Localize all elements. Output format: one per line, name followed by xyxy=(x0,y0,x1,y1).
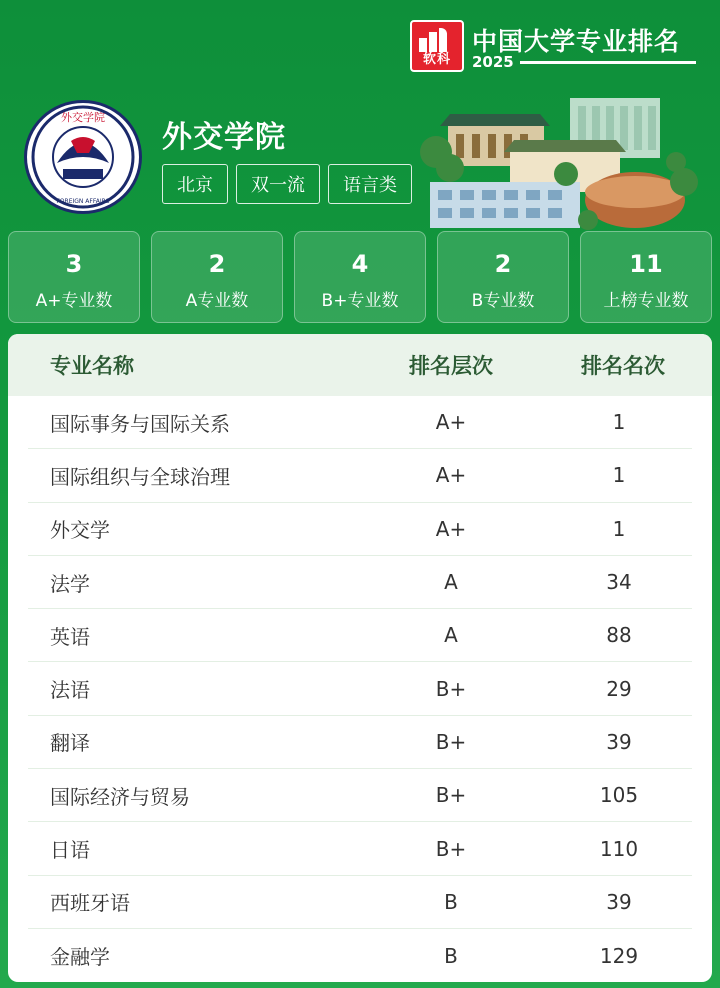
brand-year: 2025 xyxy=(472,53,514,71)
major-tier: B+ xyxy=(435,676,467,701)
major-ranking-table xyxy=(8,334,712,982)
major-name: 金融学 xyxy=(50,945,110,970)
stat-label: B专业数 xyxy=(471,291,535,311)
table-row xyxy=(28,449,692,502)
major-name: 英语 xyxy=(50,624,90,649)
university-tags xyxy=(162,164,412,204)
major-tier: A+ xyxy=(435,410,467,435)
table-row xyxy=(28,716,692,769)
major-name: 国际组织与全球治理 xyxy=(50,464,230,489)
table-row xyxy=(28,662,692,715)
brand-badge xyxy=(410,20,700,72)
tag-category: 语言类 xyxy=(328,164,412,204)
major-name: 国际经济与贸易 xyxy=(50,784,190,809)
stat-label: 上榜专业数 xyxy=(603,291,689,311)
stat-card-a xyxy=(151,231,283,323)
major-tier: A xyxy=(444,570,458,595)
major-rank: 110 xyxy=(599,836,639,861)
table-row xyxy=(28,396,692,449)
major-tier: A xyxy=(444,623,458,648)
major-rank: 1 xyxy=(612,463,626,488)
university-emblem-icon xyxy=(24,100,142,214)
campus-buildings-illustration xyxy=(420,92,700,232)
major-rank: 88 xyxy=(606,623,632,648)
major-tier: B xyxy=(444,943,458,968)
major-rank: 39 xyxy=(606,729,632,754)
softscience-logo-icon xyxy=(410,20,464,72)
table-row xyxy=(28,822,692,875)
major-name: 西班牙语 xyxy=(50,891,130,916)
stat-label: A+专业数 xyxy=(35,291,113,311)
brand-underline xyxy=(520,61,696,64)
tag-double-first-class: 双一流 xyxy=(236,164,320,204)
stat-card-a-plus xyxy=(8,231,140,323)
svg-text:FOREIGN AFFAIRS: FOREIGN AFFAIRS xyxy=(56,198,110,205)
svg-text:外交学院: 外交学院 xyxy=(61,111,105,124)
major-name: 翻译 xyxy=(50,731,90,756)
major-tier: B+ xyxy=(435,783,467,808)
table-row xyxy=(28,609,692,662)
stat-value: 2 xyxy=(208,250,226,278)
header-major-name: 专业名称 xyxy=(50,354,134,378)
table-row xyxy=(28,769,692,822)
stat-value: 2 xyxy=(494,250,512,278)
major-tier: B+ xyxy=(435,836,467,861)
stat-card-b-plus xyxy=(294,231,426,323)
stat-card-total xyxy=(580,231,712,323)
table-row xyxy=(28,503,692,556)
major-name: 外交学 xyxy=(50,518,110,543)
major-rank: 1 xyxy=(612,410,626,435)
stat-value: 11 xyxy=(629,250,663,278)
major-tier: A+ xyxy=(435,463,467,488)
major-tier: B+ xyxy=(435,729,467,754)
brand-logo-text: 软科 xyxy=(422,52,451,67)
major-tier: B xyxy=(444,889,458,914)
major-name: 法学 xyxy=(50,571,90,596)
table-row xyxy=(28,556,692,609)
major-tier: A+ xyxy=(435,516,467,541)
major-name: 法语 xyxy=(50,678,90,703)
stat-card-b xyxy=(437,231,569,323)
header-rank: 排名名次 xyxy=(581,354,665,378)
university-name: 外交学院 xyxy=(162,120,286,155)
table-row xyxy=(28,876,692,929)
table-row xyxy=(28,929,692,982)
major-rank: 129 xyxy=(599,943,639,968)
stat-value: 3 xyxy=(65,250,83,278)
table-body xyxy=(8,396,712,982)
major-rank: 39 xyxy=(606,889,632,914)
tag-location: 北京 xyxy=(162,164,228,204)
major-rank: 1 xyxy=(612,516,626,541)
stats-row xyxy=(8,231,712,323)
major-name: 日语 xyxy=(50,838,90,863)
major-rank: 105 xyxy=(599,783,639,808)
major-name: 国际事务与国际关系 xyxy=(50,411,230,436)
brand-title: 中国大学专业排名 xyxy=(472,27,681,56)
stat-value: 4 xyxy=(351,250,369,278)
major-rank: 29 xyxy=(606,676,632,701)
major-rank: 34 xyxy=(606,570,632,595)
stat-label: B+专业数 xyxy=(321,291,399,311)
stat-label: A专业数 xyxy=(185,291,249,311)
table-header xyxy=(8,334,712,396)
header-tier: 排名层次 xyxy=(409,354,493,378)
